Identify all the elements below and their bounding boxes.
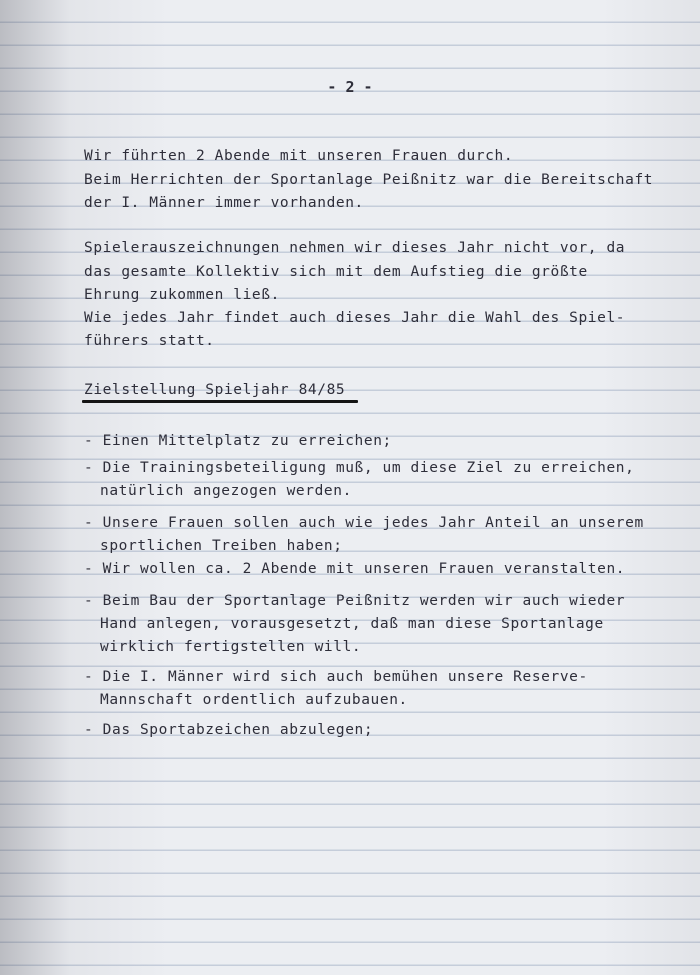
goal-item: - Das Sportabzeichen abzulegen; [84, 722, 374, 738]
paragraph-line: das gesamte Kollektiv sich mit dem Aufstieg die größte [84, 264, 588, 280]
page-number: - 2 - [327, 78, 373, 96]
goal-item-continuation: sportlichen Treiben haben; [100, 538, 343, 554]
paragraph-line: Wie jedes Jahr findet auch dieses Jahr die Wahl des Spiel- [84, 310, 626, 326]
paragraph-line: Spielerauszeichnungen nehmen wir dieses Jahr nicht vor, da [84, 240, 626, 256]
goal-item: - Die I. Männer wird sich auch bemühen unsere Reserve- [84, 669, 588, 685]
goal-item-continuation: wirklich fertigstellen will. [100, 639, 362, 655]
paragraph-line: Beim Herrichten der Sportanlage Peißnitz war die Bereitschaft [84, 172, 654, 188]
goal-item: - Beim Bau der Sportanlage Peißnitz werden wir auch wieder [84, 593, 626, 609]
goal-item-continuation: natürlich angezogen werden. [100, 483, 352, 499]
section-heading: Zielstellung Spieljahr 84/85 [84, 382, 346, 398]
goal-item-continuation: Mannschaft ordentlich aufzubauen. [100, 692, 408, 708]
goal-item: - Einen Mittelplatz zu erreichen; [84, 433, 392, 449]
goal-item: - Wir wollen ca. 2 Abende mit unseren Frauen veranstalten. [84, 561, 626, 577]
paragraph-line: Ehrung zukommen ließ. [84, 287, 280, 303]
goal-item-continuation: Hand anlegen, vorausgesetzt, daß man diese Sportanlage [100, 616, 604, 632]
goal-item: - Die Trainingsbeteiligung muß, um diese Ziel zu erreichen, [84, 460, 635, 476]
paragraph-line: führers statt. [84, 333, 215, 349]
goal-item: - Unsere Frauen sollen auch wie jedes Jahr Anteil an unserem [84, 515, 644, 531]
paragraph-line: der I. Männer immer vorhanden. [84, 195, 364, 211]
heading-underline [82, 400, 358, 403]
paragraph-line: Wir führten 2 Abende mit unseren Frauen durch. [84, 148, 514, 164]
